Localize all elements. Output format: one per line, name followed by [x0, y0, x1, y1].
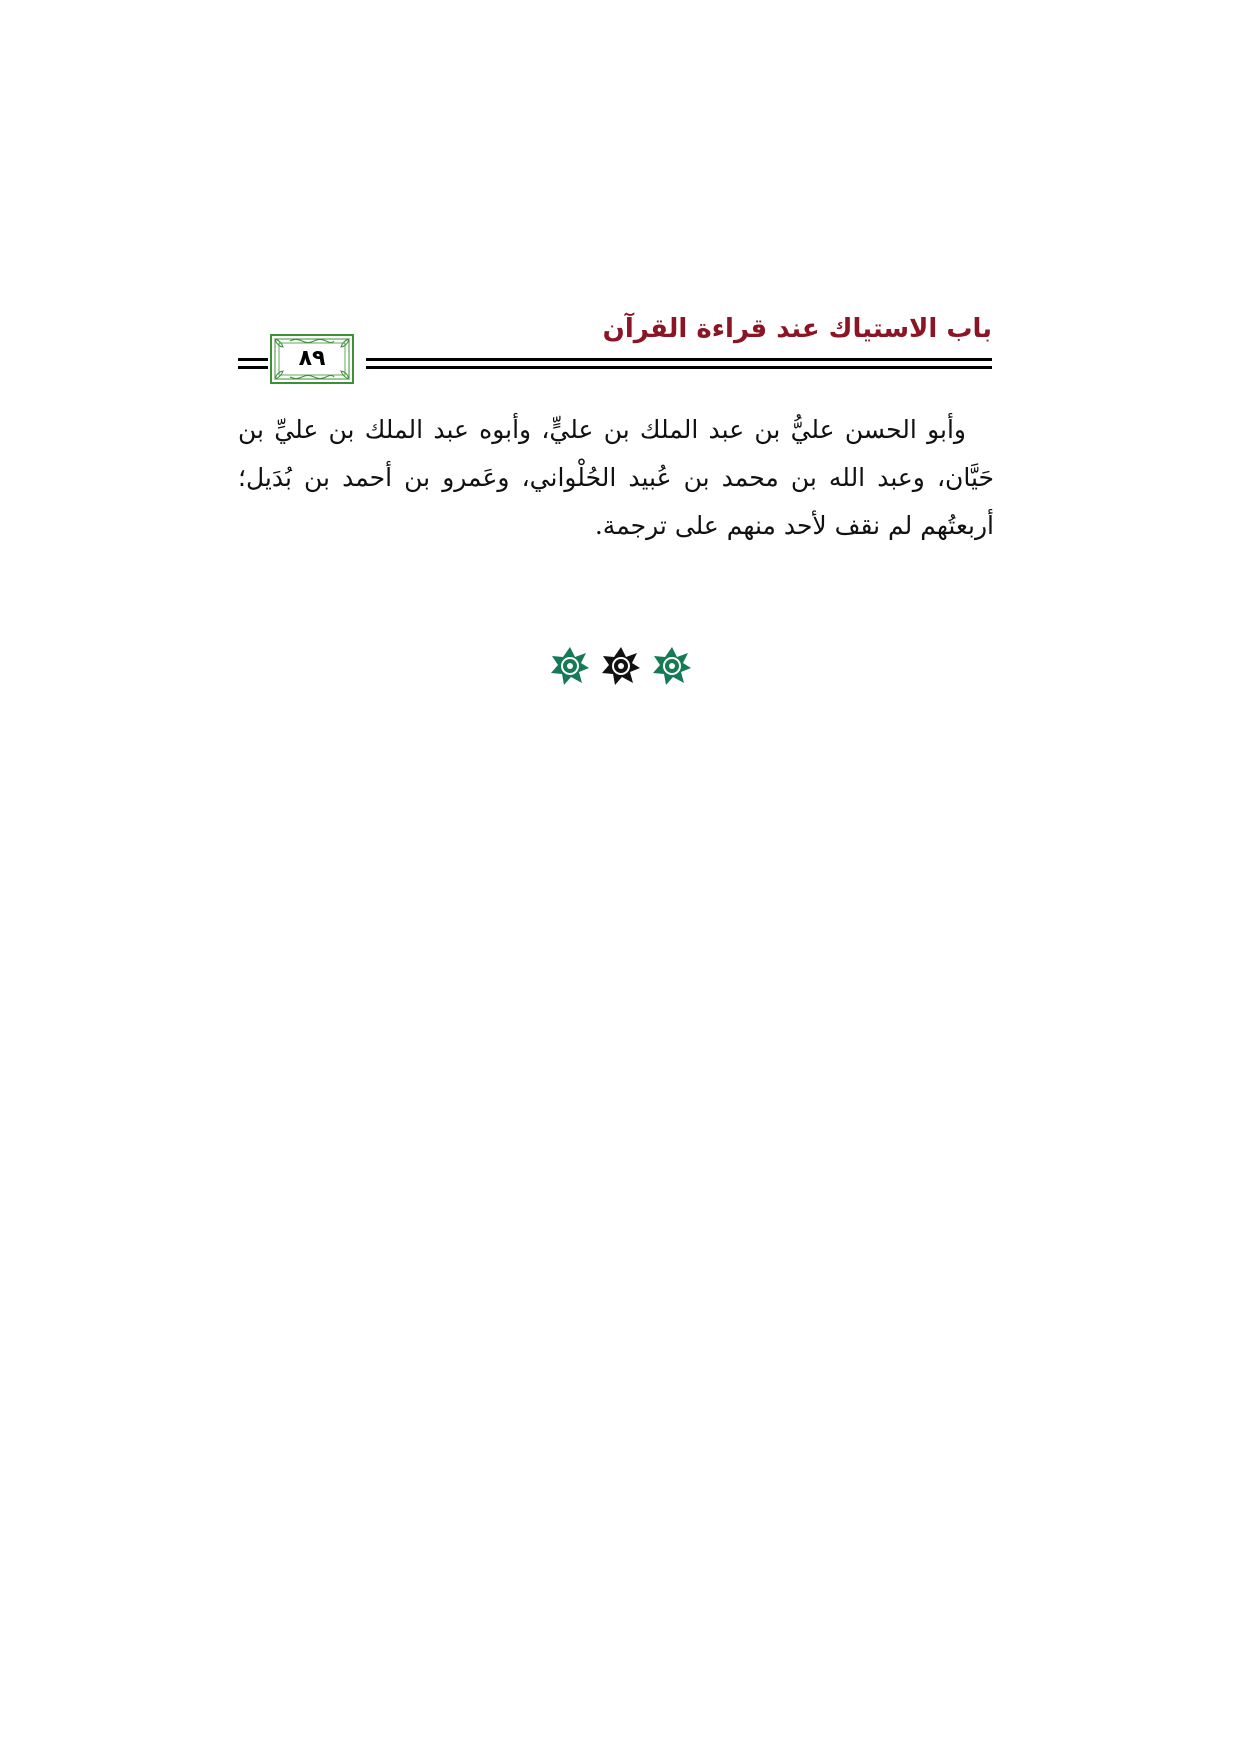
section-end-ornament: [550, 644, 692, 688]
page-number-badge: [270, 334, 354, 384]
chapter-title: باب الاستياك عند قراءة القرآن: [602, 314, 992, 344]
main-text: [238, 406, 994, 550]
header-rule-left-bottom: [238, 366, 268, 369]
header-rule-bottom: [366, 366, 992, 369]
green-star-flower-icon: [550, 646, 590, 686]
paragraph: وأبو الحسن عليُّ بن عبد الملك بن عليٍّ، وأبوه عبد الملك بن عليِّ بن حَيَّان، وعبد الله بن محمد بن عُبيد الحُلْواني، وعَمرو بن أحمد بن بُدَيل؛ أربعتُهم لم نقف لأحد منهم على ترجمة.: [238, 415, 994, 540]
header-rule-left-top: [238, 358, 268, 361]
black-star-flower-icon: [601, 646, 641, 686]
page-number: ٨٩: [298, 346, 326, 371]
header-rule-top: [366, 358, 992, 361]
green-star-flower-icon: [652, 646, 692, 686]
